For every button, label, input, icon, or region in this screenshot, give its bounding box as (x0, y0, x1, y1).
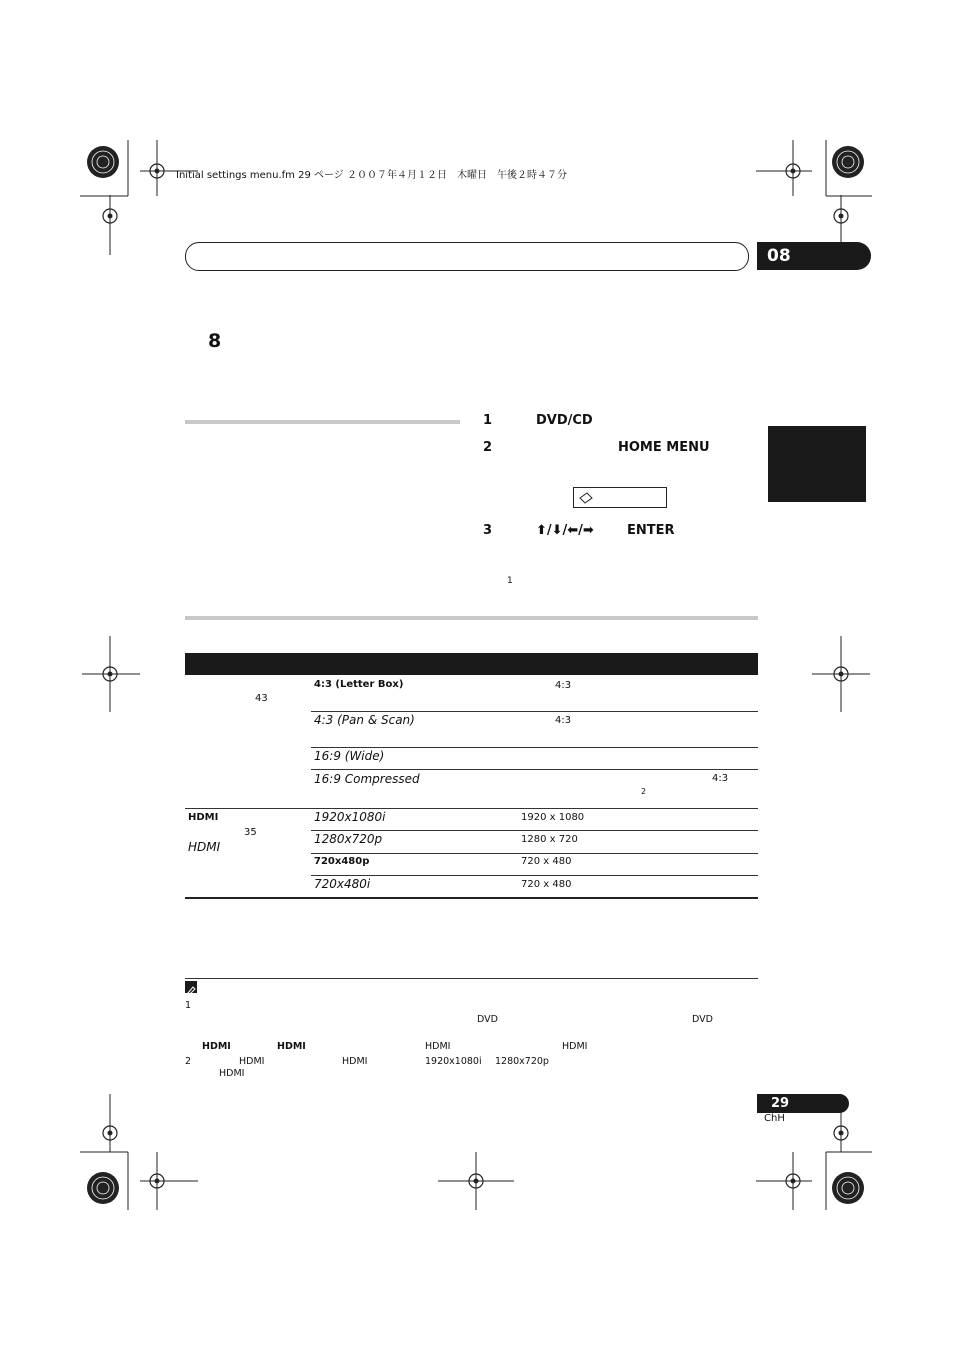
note-icon (185, 981, 197, 993)
note-text: HDMI (277, 1041, 306, 1052)
table-cell-value: 720 x 480 (521, 879, 572, 890)
table-row: 16:9 Compressed (314, 772, 420, 786)
chapter-number-badge: 08 (757, 242, 871, 270)
table-cell-value: 1920 x 1080 (521, 812, 585, 823)
row-divider (311, 711, 758, 712)
table-row: 720x480p (314, 856, 370, 867)
note-1-number: 1 (185, 1000, 192, 1011)
menu-screen-box (573, 487, 667, 508)
notes-rule (185, 978, 758, 979)
note-text: HDMI (202, 1041, 231, 1052)
page-number: 29 (757, 1094, 849, 1113)
table-cell-value: 4:3 (555, 715, 572, 726)
step-2-number: 2 (483, 440, 493, 455)
table-bottom-rule (185, 897, 758, 899)
table-header (185, 653, 758, 675)
group-label-hdmi: HDMI (188, 812, 219, 823)
table-cell-note: 35 (244, 827, 257, 838)
file-info-line: Initial settings menu.fm 29 ページ ２００７年４月１２日 木曜日 午後２時４７分 (176, 170, 567, 181)
table-row: 1920x1080i (314, 810, 386, 824)
step-footnote-ref: 1 (507, 576, 513, 586)
step-1-number: 1 (483, 413, 493, 428)
table-row: 720x480i (314, 877, 371, 891)
step-3-number: 3 (483, 523, 493, 538)
group-divider (185, 808, 758, 809)
note-text: HDMI (562, 1041, 588, 1052)
table-row: 1280x720p (314, 832, 383, 846)
table-cell-value: 4:3 (555, 680, 572, 691)
row-divider (311, 830, 758, 831)
footnote-ref: 2 (641, 787, 647, 796)
table-row: 4:3 (Letter Box) (314, 679, 404, 690)
note-text: DVD (692, 1014, 713, 1025)
table-cell-value: 720 x 480 (521, 856, 572, 867)
step-1-key: DVD/CD (536, 413, 593, 428)
step-2-key: HOME MENU (618, 440, 710, 455)
row-divider (311, 875, 758, 876)
note-text: HDMI (342, 1056, 368, 1067)
row-divider (311, 747, 758, 748)
table-cell-value: 4:3 (712, 773, 729, 784)
note-text: DVD (477, 1014, 498, 1025)
table-row: 16:9 (Wide) (314, 749, 385, 763)
table-row: 4:3 (Pan & Scan) (314, 713, 415, 727)
pencil-icon (578, 492, 594, 504)
note-text: 1280x720p (495, 1056, 549, 1067)
row-divider (311, 769, 758, 770)
section-divider-left (185, 420, 460, 424)
note-text: HDMI (219, 1068, 245, 1079)
note-text: HDMI (425, 1041, 451, 1052)
note-text: HDMI (239, 1056, 265, 1067)
step-3-key: ENTER (627, 523, 675, 538)
row-divider (311, 853, 758, 854)
language-code: ChH (764, 1113, 785, 1124)
step-3-arrows: ⬆/⬇/⬅/➡ (536, 523, 594, 538)
group-label-hdmi-italic: HDMI (188, 840, 221, 854)
note-2-number: 2 (185, 1056, 192, 1067)
section-heading: 8 (208, 330, 222, 352)
section-divider (185, 616, 758, 620)
note-text: 1920x1080i (425, 1056, 482, 1067)
table-cell-note: 43 (255, 693, 268, 704)
language-tab (768, 426, 866, 502)
chapter-title-bar (185, 242, 749, 271)
table-cell-value: 1280 x 720 (521, 834, 578, 845)
